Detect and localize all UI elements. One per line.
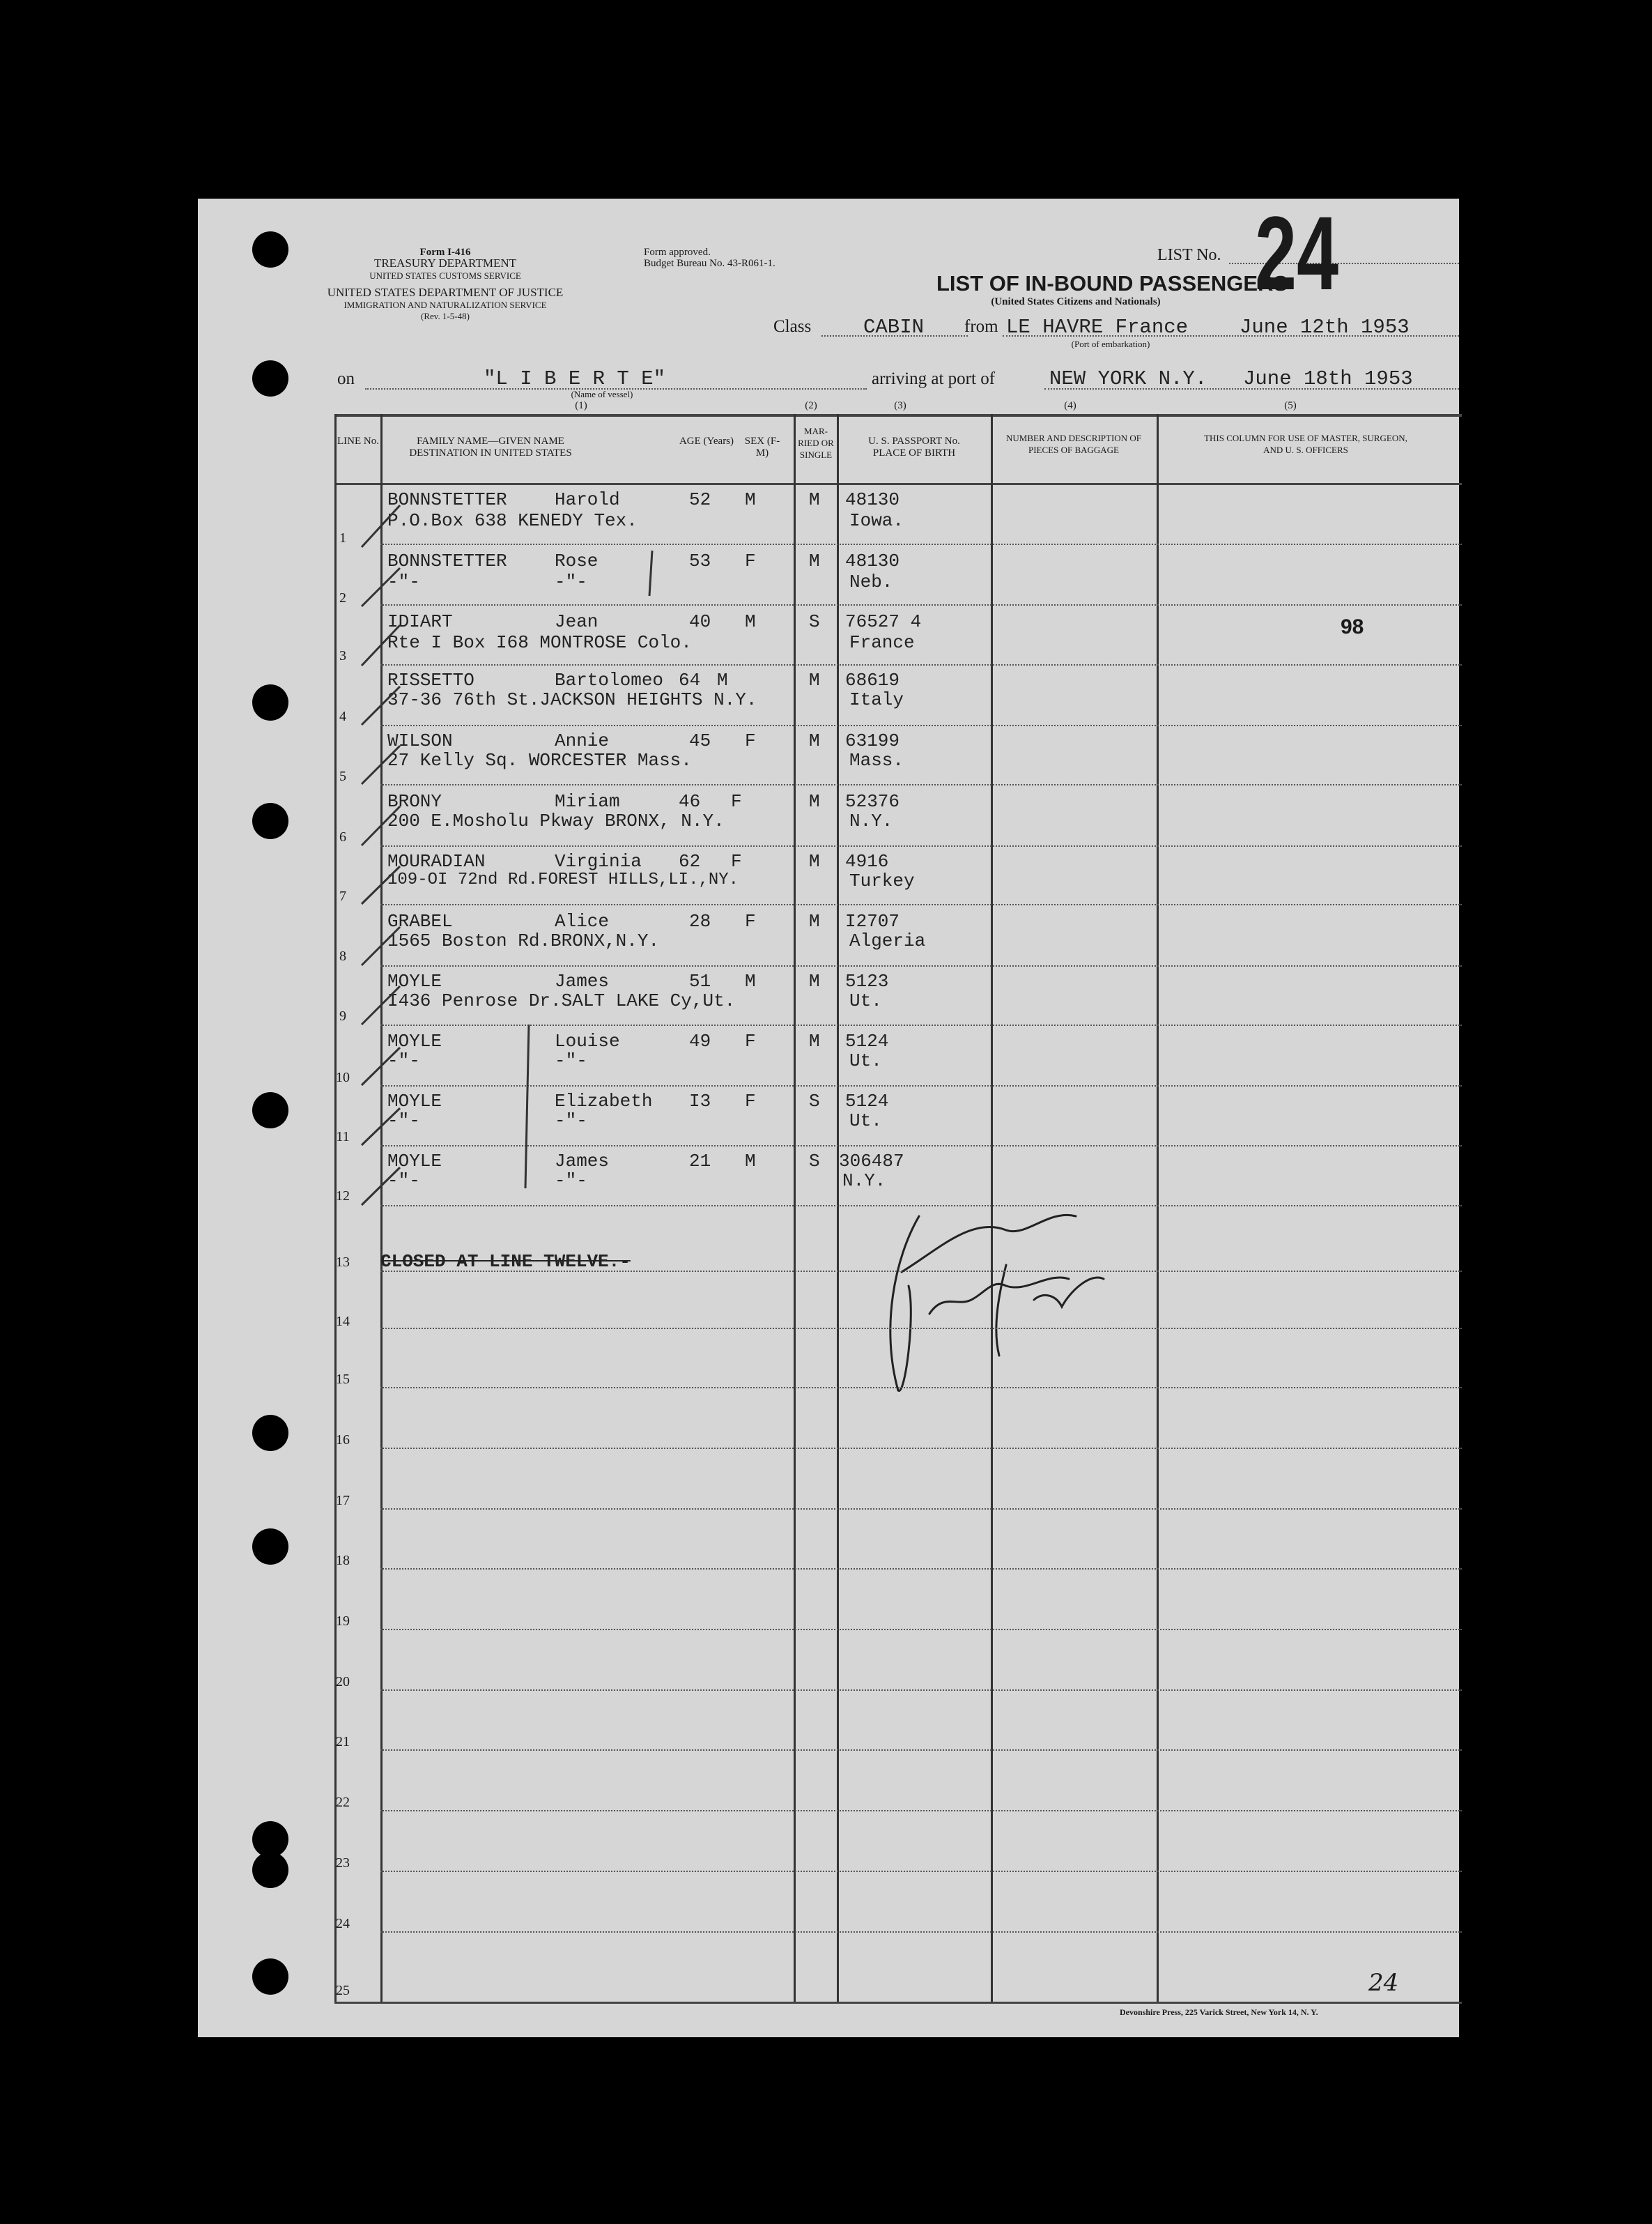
row-rule	[380, 1508, 1462, 1510]
destination: 109-OI 72nd Rd.FOREST HILLS,LI.,NY.	[387, 871, 739, 889]
place-of-birth: N.Y.	[849, 811, 893, 831]
given-name: Rose	[555, 551, 599, 572]
age: 21	[689, 1151, 711, 1172]
age: 40	[689, 611, 711, 632]
row-rule	[380, 1629, 1462, 1630]
passport-no: 5124	[845, 1031, 889, 1052]
passport-no: 5123	[845, 971, 889, 992]
family-name: MOYLE	[387, 1151, 442, 1172]
col-num-1: (1)	[575, 400, 587, 411]
line-number: 19	[336, 1613, 350, 1629]
family-name: BONNSTETTER	[387, 551, 507, 572]
passport-no: 76527 4	[845, 611, 922, 632]
age: 52	[689, 489, 711, 510]
punch-hole	[252, 1958, 288, 1995]
class-label: Class	[773, 317, 812, 336]
given-name: Elizabeth	[555, 1091, 653, 1112]
vessel-caption: (Name of vessel)	[571, 389, 633, 399]
class-value: CABIN	[863, 316, 925, 339]
place-of-birth: Turkey	[849, 871, 915, 891]
row-rule	[380, 1931, 1462, 1933]
given-name: Bartolomeo	[555, 670, 664, 691]
given-name: Miriam	[555, 791, 620, 812]
hdr-officers: THIS COLUMN FOR USE OF MASTER, SURGEON, AND U. S. OFFICERS	[1204, 433, 1407, 455]
closed-note: CLOSED AT LINE TWELVE.-	[380, 1251, 631, 1272]
line-number: 24	[336, 1916, 350, 1931]
arrival-port: NEW YORK N.Y.	[1049, 367, 1207, 390]
embark-caption: (Port of embarkation)	[1071, 339, 1150, 349]
family-name: RISSETTO	[387, 670, 474, 691]
hdr-line-no: LINE No.	[337, 436, 379, 447]
given-name-ditto: -"-	[555, 572, 587, 592]
customs-label: UNITED STATES CUSTOMS SERVICE	[369, 270, 521, 281]
line-number: 3	[339, 648, 346, 664]
age: 62	[679, 851, 701, 872]
marital-status: S	[809, 1151, 820, 1172]
revision-label: (Rev. 1-5-48)	[421, 311, 470, 321]
family-name: MOYLE	[387, 1031, 442, 1052]
hdr-sex: SEX (F-M)	[744, 436, 780, 459]
given-name-ditto: -"-	[555, 1110, 587, 1131]
from-date: June 12th 1953	[1240, 316, 1410, 339]
marital-status: M	[809, 851, 820, 872]
line-number: 25	[336, 1983, 350, 1998]
row-rule	[380, 1271, 1462, 1272]
col-num-3: (3)	[894, 400, 906, 411]
family-name: BRONY	[387, 791, 442, 812]
line-number: 6	[339, 829, 346, 845]
sex: F	[745, 551, 756, 572]
destination: P.O.Box 638 KENEDY Tex.	[387, 510, 638, 531]
justice-label: UNITED STATES DEPARTMENT OF JUSTICE	[327, 286, 564, 299]
family-name: WILSON	[387, 730, 453, 751]
line-number: 11	[336, 1129, 350, 1144]
list-number: 24	[1255, 194, 1339, 312]
marital-status: S	[809, 1091, 820, 1112]
line-number: 10	[336, 1070, 350, 1085]
destination: 37-36 76th St.JACKSON HEIGHTS N.Y.	[387, 689, 757, 710]
row-rule	[380, 1568, 1462, 1570]
age: 64	[679, 670, 701, 691]
place-of-birth: Iowa.	[849, 510, 904, 531]
punch-hole	[252, 1415, 288, 1451]
family-name: BONNSTETTER	[387, 489, 507, 510]
line-number: 4	[339, 709, 346, 724]
passport-no: 306487	[839, 1151, 904, 1172]
col-num-5: (5)	[1284, 400, 1297, 411]
hdr-passport: U. S. PASSPORT No.	[868, 436, 960, 447]
hdr-married: MAR- RIED OR SINGLE	[798, 426, 834, 460]
line-number: 1	[339, 530, 346, 546]
line-number: 12	[336, 1188, 350, 1204]
on-label: on	[337, 369, 355, 388]
marital-status: M	[809, 1031, 820, 1052]
budget-bureau: Budget Bureau No. 43-R061-1.	[644, 258, 775, 269]
age: 28	[689, 911, 711, 932]
given-name: James	[555, 1151, 610, 1172]
place-of-birth: Italy	[849, 689, 904, 710]
age: 51	[689, 971, 711, 992]
place-of-birth: Ut.	[849, 1110, 882, 1131]
passport-no: 52376	[845, 791, 900, 812]
form-number: Form I-416	[419, 247, 471, 258]
hdr-birth: PLACE OF BIRTH	[872, 447, 956, 459]
sex: M	[717, 670, 728, 691]
line-number: 21	[336, 1734, 350, 1749]
sex: F	[745, 730, 756, 751]
sex: F	[745, 1091, 756, 1112]
given-name: Louise	[555, 1031, 620, 1052]
from-label: from	[964, 317, 998, 336]
col-num-4: (4)	[1064, 400, 1076, 411]
marital-status: M	[809, 791, 820, 812]
row-rule	[380, 1871, 1462, 1872]
place-of-birth: Ut.	[849, 1050, 882, 1071]
sex: F	[745, 911, 756, 932]
from-port: LE HAVRE France	[1006, 316, 1189, 339]
destination: 27 Kelly Sq. WORCESTER Mass.	[387, 750, 692, 771]
destination: -"-	[387, 572, 420, 592]
vessel-name: "L I B E R T E"	[484, 367, 666, 390]
family-name: GRABEL	[387, 911, 453, 932]
line-number: 23	[336, 1855, 350, 1871]
given-name: Annie	[555, 730, 610, 751]
age: 46	[679, 791, 701, 812]
corner-mark: 24	[1368, 1969, 1399, 1997]
passport-no: 68619	[845, 670, 900, 691]
row-rule	[380, 1387, 1462, 1388]
official-signature	[867, 1188, 1132, 1418]
sex: M	[745, 611, 756, 632]
family-name: MOYLE	[387, 1091, 442, 1112]
given-name-ditto: -"-	[555, 1050, 587, 1071]
officer-mark: 98	[1341, 615, 1364, 638]
hdr-age: AGE (Years)	[679, 436, 734, 447]
marital-status: M	[809, 670, 820, 691]
line-number: 16	[336, 1432, 350, 1448]
sex: M	[745, 489, 756, 510]
age: 49	[689, 1031, 711, 1052]
passport-no: 48130	[845, 551, 900, 572]
destination: I436 Penrose Dr.SALT LAKE Cy,Ut.	[387, 990, 736, 1011]
destination: -"-	[387, 1050, 420, 1071]
marital-status: M	[809, 551, 820, 572]
destination: 1565 Boston Rd.BRONX,N.Y.	[387, 930, 660, 951]
marital-status: S	[809, 611, 820, 632]
marital-status: M	[809, 730, 820, 751]
arrival-date: June 18th 1953	[1243, 367, 1413, 390]
marital-status: M	[809, 911, 820, 932]
passport-no: 4916	[845, 851, 889, 872]
place-of-birth: Algeria	[849, 930, 926, 951]
manifest-subtitle: (United States Citizens and Nationals)	[991, 296, 1161, 307]
destination: -"-	[387, 1170, 420, 1191]
family-name: MOYLE	[387, 971, 442, 992]
line-number: 18	[336, 1553, 350, 1568]
col-num-2: (2)	[805, 400, 817, 411]
arriving-label: arriving at port of	[872, 369, 996, 388]
age: 45	[689, 730, 711, 751]
tick-marks	[198, 199, 1459, 1314]
passport-no: 5124	[845, 1091, 889, 1112]
sex: F	[731, 851, 742, 872]
place-of-birth: Ut.	[849, 990, 882, 1011]
age: I3	[689, 1091, 711, 1112]
sex: M	[745, 1151, 756, 1172]
place-of-birth: Neb.	[849, 572, 893, 592]
row-rule	[380, 1689, 1462, 1691]
punch-hole	[252, 1528, 288, 1565]
sex: M	[745, 971, 756, 992]
treasury-label: TREASURY DEPARTMENT	[373, 256, 517, 270]
line-number: 8	[339, 949, 346, 964]
passport-no: 48130	[845, 489, 900, 510]
list-no-label: LIST No.	[1157, 246, 1221, 264]
hdr-destination: DESTINATION IN UNITED STATES	[409, 447, 572, 459]
line-number: 14	[336, 1314, 350, 1329]
punch-hole	[252, 1852, 288, 1888]
passport-no: I2707	[845, 911, 900, 932]
destination: 200 E.Mosholu Pkway BRONX, N.Y.	[387, 811, 725, 831]
hdr-baggage: NUMBER AND DESCRIPTION OF PIECES OF BAGGAGE	[1006, 433, 1141, 455]
line-number: 15	[336, 1372, 350, 1387]
hdr-name: FAMILY NAME—GIVEN NAME	[417, 436, 564, 447]
given-name-ditto: -"-	[555, 1170, 587, 1191]
place-of-birth: France	[849, 632, 915, 653]
line-number: 13	[336, 1255, 350, 1270]
table-bottom-rule	[334, 2002, 1462, 2004]
given-name: Jean	[555, 611, 599, 632]
ins-label: IMMIGRATION AND NATURALIZATION SERVICE	[343, 300, 547, 310]
line-number: 22	[336, 1795, 350, 1810]
printer-imprint: Devonshire Press, 225 Varick Street, New York 14, N. Y.	[1120, 2007, 1318, 2017]
destination: Rte I Box I68 MONTROSE Colo.	[387, 632, 692, 653]
given-name: Harold	[555, 489, 620, 510]
passport-no: 63199	[845, 730, 900, 751]
place-of-birth: N.Y.	[842, 1170, 886, 1191]
given-name: James	[555, 971, 610, 992]
line-number: 2	[339, 590, 346, 606]
sex: F	[731, 791, 742, 812]
line-number: 5	[339, 769, 346, 784]
line-number: 7	[339, 889, 346, 904]
age: 53	[689, 551, 711, 572]
row-rule	[380, 1328, 1462, 1329]
marital-status: M	[809, 489, 820, 510]
given-name: Alice	[555, 911, 610, 932]
row-rule	[380, 1749, 1462, 1751]
given-name: Virginia	[555, 851, 642, 872]
line-number: 9	[339, 1009, 346, 1024]
sex: F	[745, 1031, 756, 1052]
row-rule	[380, 1810, 1462, 1811]
family-name: IDIART	[387, 611, 453, 632]
manifest-title: LIST OF IN-BOUND PASSENGERS	[936, 271, 1288, 296]
line-number: 20	[336, 1674, 350, 1689]
row-rule	[380, 1448, 1462, 1449]
line-number: 17	[336, 1493, 350, 1508]
place-of-birth: Mass.	[849, 750, 904, 771]
passenger-manifest-page	[198, 194, 1459, 2037]
destination: -"-	[387, 1110, 420, 1131]
form-approved: Form approved.	[644, 247, 711, 258]
family-name: MOURADIAN	[387, 851, 486, 872]
marital-status: M	[809, 971, 820, 992]
